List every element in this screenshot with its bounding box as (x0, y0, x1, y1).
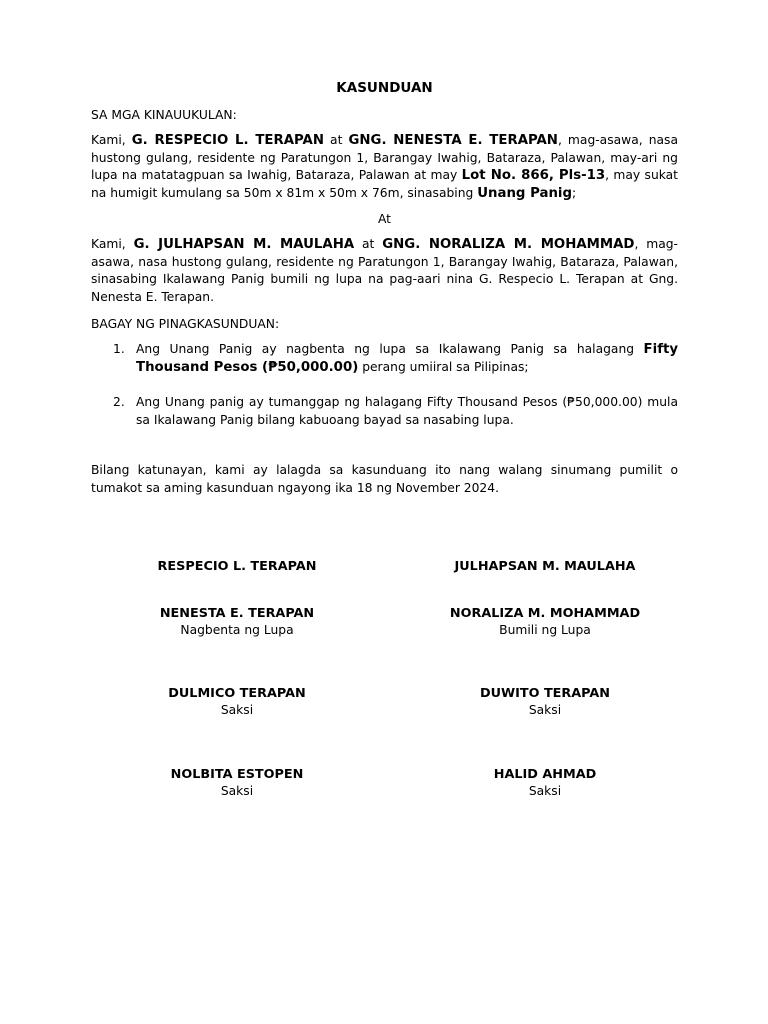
list-item-number: 2. (113, 395, 125, 409)
para2-husband-name: G. JULHAPSAN M. MAULAHA (133, 237, 355, 252)
para1-text-1: Kami, (91, 133, 132, 147)
para2-text-1: Kami, (91, 237, 134, 251)
signature-block (425, 685, 665, 718)
para1-party-label: Unang Panig (477, 185, 572, 201)
signature-block (117, 685, 357, 718)
second-party-paragraph (91, 236, 678, 306)
signatory-name: RESPECIO L. TERAPAN (157, 559, 317, 574)
para1-wife-name: GNG. NENESTA E. TERAPAN (348, 133, 558, 148)
para2-text-3: , mag-asawa, nasa hustong gulang, residente ng Paratungon 1, Barangay Iwahig, Bataraza, Palawan, sinasabing Ikalawang Panig bumili ng lupa na pag-aari nina G. Respecio L. Terapan at Gng. Nenesta E. Terapan. (91, 237, 678, 304)
section-heading: BAGAY NG PINAGKASUNDUAN: (91, 317, 280, 331)
para1-husband-name: G. RESPECIO L. TERAPAN (131, 133, 324, 148)
signature-block (117, 766, 357, 799)
signatory-role: Saksi (220, 703, 254, 717)
para1-text-3: , mag-asawa, nasa hustong gulang, residente ng Paratungon 1, Barangay Iwahig, Bataraza, Palawan, may-ari ng lupa na matatagpuan sa Iwahig, Bataraza, Palawan at may (91, 133, 678, 182)
para1-text-4: , may sukat na humigit kumulang sa 50m x 81m x 50m x 76m, sinasabing (91, 168, 679, 200)
para1-text-5: ; (572, 185, 577, 200)
signatory-role: Saksi (220, 784, 254, 798)
document-page (91, 0, 678, 1024)
signatory-name: DULMICO TERAPAN (168, 686, 306, 701)
signatory-name: HALID AHMAD (493, 767, 597, 782)
item1-text-1: Ang Unang Panig ay nagbenta ng lupa sa Ikalawang Panig sa halagang (136, 342, 644, 356)
item2-text-1: Ang Unang panig ay tumanggap ng halagang Fifty Thousand Pesos (₱50,000.00) mula sa Ikalawang Panig bilang kabuoang bayad sa nasabing lupa. (136, 395, 678, 427)
item1-text-2: perang umiiral sa Pilipinas; (358, 359, 529, 374)
signatory-name: JULHAPSAN M. MAULAHA (454, 559, 636, 574)
signature-block (425, 558, 665, 575)
closing-paragraph: Bilang katunayan, kami ay lalagda sa kasunduang ito nang walang sinumang pumilit o tumakot sa aming kasunduan ngayong ika 18 ng November 2024. (91, 463, 678, 495)
para2-wife-name: GNG. NORALIZA M. MOHAMMAD (382, 237, 635, 252)
list-item-text (136, 341, 678, 376)
signatory-name: NOLBITA ESTOPEN (170, 767, 304, 782)
document-title: KASUNDUAN (336, 80, 433, 96)
signature-block (117, 558, 357, 575)
para2-text-2: at (354, 237, 383, 251)
salutation: SA MGA KINAUUKULAN: (91, 108, 237, 122)
first-party-paragraph (91, 132, 678, 202)
signatory-name: DUWITO TERAPAN (480, 686, 610, 701)
signature-block (425, 766, 665, 799)
para1-lot-number: Lot No. 866, Pls-13 (461, 168, 606, 183)
signatory-role: Nagbenta ng Lupa (180, 623, 294, 637)
list-item-number: 1. (113, 342, 125, 356)
signatory-role: Saksi (528, 784, 562, 798)
signatory-name: NENESTA E. TERAPAN (159, 606, 315, 621)
signature-block (117, 605, 357, 638)
signature-block (425, 605, 665, 638)
signatory-name: NORALIZA M. MOHAMMAD (449, 606, 641, 621)
list-item-text (136, 394, 678, 429)
signatory-role: Saksi (528, 703, 562, 717)
para1-text-2: at (323, 133, 349, 147)
item1-amount: Fifty Thousand Pesos (₱50,000.00) (136, 342, 678, 375)
at-separator: At (377, 212, 392, 226)
signatory-role: Bumili ng Lupa (499, 623, 591, 637)
